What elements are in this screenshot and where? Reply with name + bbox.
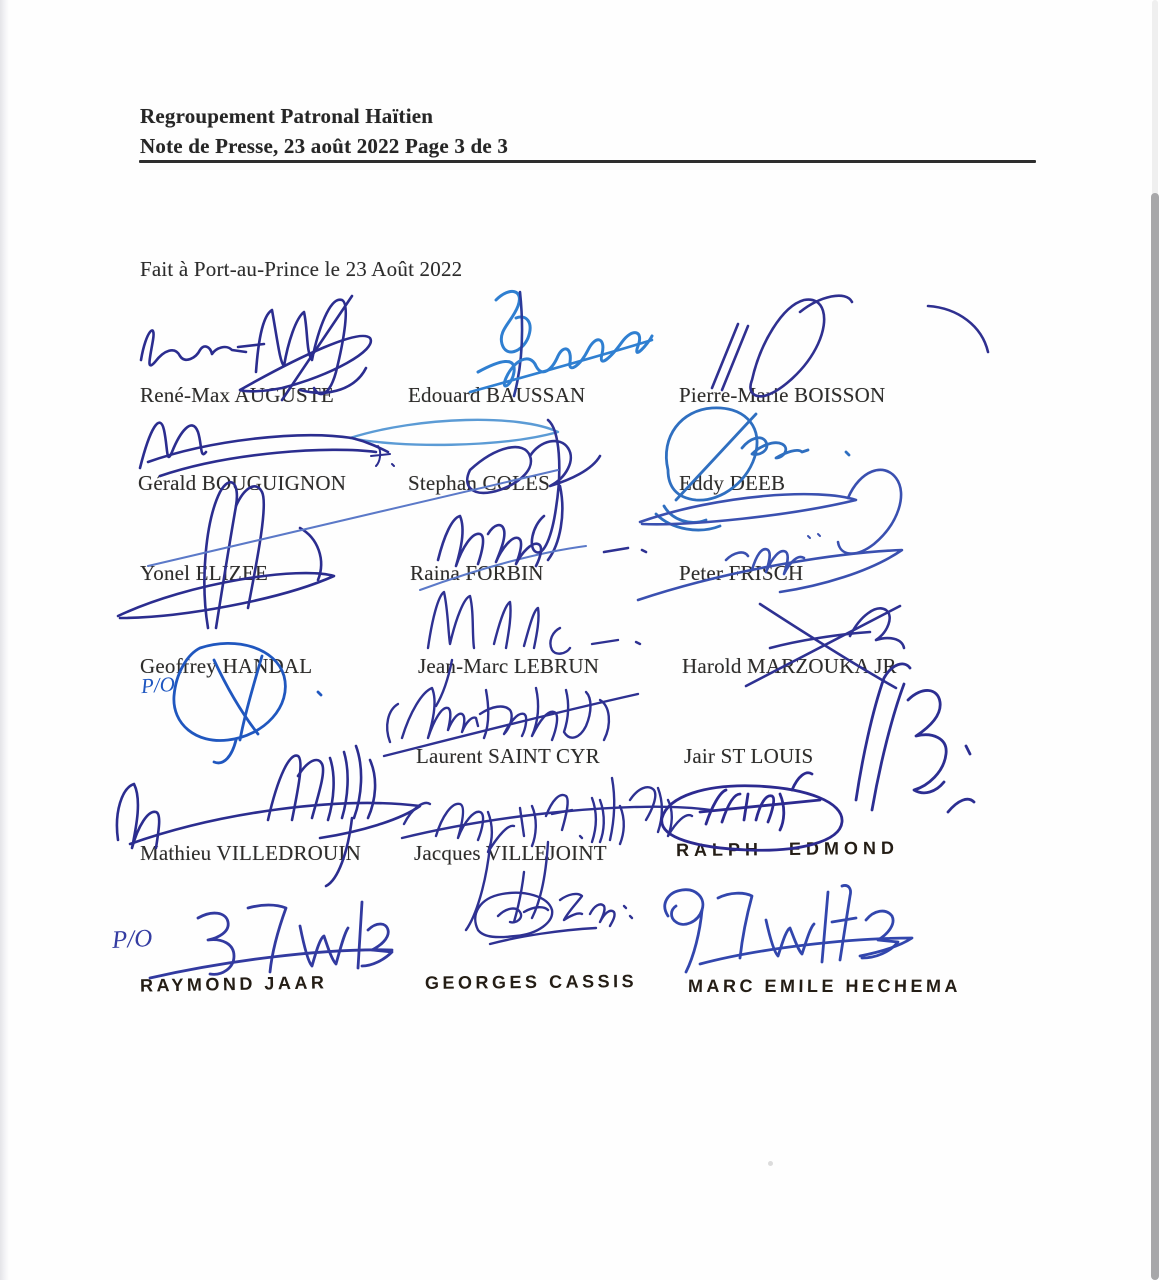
signature-forbin <box>438 516 646 566</box>
printed-name-deeb: Eddy DEEB <box>679 471 786 495</box>
signature-saintcyr <box>384 688 638 756</box>
signature-boisson <box>712 296 988 397</box>
printed-name-baussan: Edouard BAUSSAN <box>408 383 586 407</box>
printed-name-lebrun: Jean-Marc LEBRUN <box>418 654 600 678</box>
printed-name-marzouka: Harold MARZOUKA JR <box>682 654 897 678</box>
printed-name-frisch: Peter FRISCH <box>679 561 804 585</box>
hand-name-hechema: MARC EMILE HECHEMA <box>687 976 962 996</box>
printed-name-handal: Geoffrey HANDAL <box>140 654 313 678</box>
signature-deeb <box>656 408 849 530</box>
po-annotation-jaar: P/O <box>111 924 153 955</box>
printed-name-villedrouin: Mathieu VILLEDROUIN <box>140 841 361 865</box>
signature-stlouis <box>856 664 974 812</box>
signature-edmond <box>662 773 842 850</box>
printed-name-forbin: Raina FORBIN <box>410 561 544 585</box>
hand-name-cassis: GEORGES CASSIS <box>424 971 638 993</box>
scrollbar-thumb[interactable] <box>1151 193 1159 1280</box>
hand-name-edmond: RALPH EDMOND <box>675 837 900 861</box>
header-org-line: Regroupement Patronal Haïtien <box>140 104 434 128</box>
dateline: Fait à Port-au-Prince le 23 Août 2022 <box>140 257 463 281</box>
signature-frisch <box>638 470 902 600</box>
signature-bouguignon <box>140 423 394 476</box>
signature-jaar <box>150 902 392 978</box>
printed-name-saintcyr: Laurent SAINT CYR <box>416 744 600 768</box>
signature-cassis <box>475 872 632 944</box>
hand-name-jaar: RAYMOND JAAR <box>139 972 328 996</box>
header-subtitle-line: Note de Presse, 23 août 2022 Page 3 de 3 <box>140 134 509 158</box>
printed-name-stlouis: Jair ST LOUIS <box>684 744 814 768</box>
signature-elizee <box>118 470 586 628</box>
printed-name-auguste: René-Max AUGUSTE <box>140 383 334 407</box>
signature-marzouka <box>746 604 904 688</box>
printed-name-villejoint: Jacques VILLEJOINT <box>414 841 607 865</box>
signature-lebrun <box>428 592 640 706</box>
printed-name-boisson: Pierre-Marie BOISSON <box>679 383 886 407</box>
scan-speck <box>768 1161 773 1166</box>
signature-hechema <box>665 885 912 972</box>
printed-name-coles: Stephan COLES <box>408 471 551 495</box>
signature-villedrouin <box>117 746 420 886</box>
signature-baussan <box>350 291 652 444</box>
signature-coles <box>467 420 600 560</box>
signature-handal <box>174 643 321 763</box>
printed-name-bouguignon: Gérald BOUGUIGNON <box>138 471 347 495</box>
po-annotation-handal: P/O <box>140 671 176 699</box>
signature-auguste <box>141 296 371 400</box>
printed-name-elizee: Yonel ELIZEE <box>140 561 269 585</box>
